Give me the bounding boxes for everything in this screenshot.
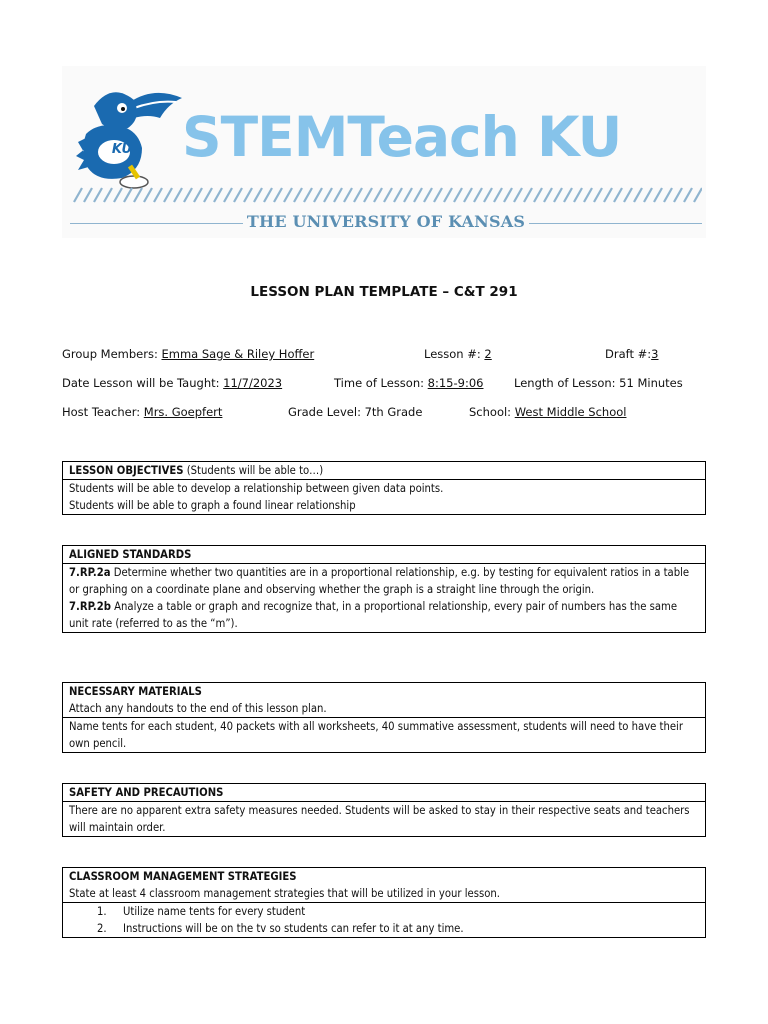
stemteach-banner bbox=[62, 66, 706, 238]
objectives-section bbox=[62, 461, 706, 515]
standards-section bbox=[62, 545, 706, 633]
standard-code: 7.RP.2b bbox=[69, 600, 111, 613]
materials-body: Name tents for each student, 40 packets with all worksheets, 40 summative assessment, students will need to have their own pencil. bbox=[63, 717, 705, 752]
school-field: School: West Middle School bbox=[469, 405, 627, 419]
university-line bbox=[70, 212, 702, 234]
time-value: 8:15-9:06 bbox=[427, 376, 484, 390]
standard-code: 7.RP.2a bbox=[69, 566, 111, 579]
management-section bbox=[62, 867, 706, 938]
draft-number-value: 3 bbox=[651, 347, 659, 361]
mascot-ku-letters: KU bbox=[111, 142, 133, 157]
date-field: Date Lesson will be Taught: 11/7/2023 bbox=[62, 376, 283, 390]
standards-body bbox=[63, 563, 705, 632]
management-header: CLASSROOM MANAGEMENT STRATEGIES bbox=[69, 870, 297, 883]
lesson-number-value: 2 bbox=[484, 347, 492, 361]
lesson-number-field: Lesson #: 2 bbox=[424, 347, 492, 361]
group-members-value: Emma Sage & Riley Hoffer bbox=[161, 347, 315, 361]
objectives-body bbox=[63, 479, 705, 514]
draft-number-field: Draft #:3 bbox=[605, 347, 659, 361]
materials-section bbox=[62, 682, 706, 753]
standard-text: Determine whether two quantities are in a proportional relationship, e.g. by testing for equivalent ratios in a table or graphing on a coordinate plane and observing whether the graph is a straight line through the origin. bbox=[69, 566, 690, 596]
safety-header: SAFETY AND PRECAUTIONS bbox=[69, 786, 224, 799]
standards-header: ALIGNED STANDARDS bbox=[69, 548, 192, 561]
safety-section bbox=[62, 783, 706, 837]
materials-header-cell bbox=[63, 683, 705, 717]
university-name: THE UNIVERSITY OF KANSAS bbox=[243, 212, 529, 231]
grade-level-field: Grade Level: 7th Grade bbox=[288, 405, 423, 419]
jayhawk-mascot-icon bbox=[72, 78, 184, 190]
host-teacher-value: Mrs. Goepfert bbox=[143, 405, 223, 419]
standard-item bbox=[69, 564, 699, 598]
group-members-field: Group Members: Emma Sage & Riley Hoffer bbox=[62, 347, 315, 361]
page-title: LESSON PLAN TEMPLATE – C&T 291 bbox=[250, 284, 518, 300]
school-value: West Middle School bbox=[514, 405, 627, 419]
materials-note: Attach any handouts to the end of this lesson plan. bbox=[69, 702, 327, 715]
management-note: State at least 4 classroom management strategies that will be utilized in your lesson. bbox=[69, 887, 500, 900]
objective-line: Students will be able to graph a found linear relationship bbox=[69, 499, 356, 512]
materials-header: NECESSARY MATERIALS bbox=[69, 685, 202, 698]
date-value: 11/7/2023 bbox=[223, 376, 283, 390]
objectives-header: LESSON OBJECTIVES (Students will be able to…) bbox=[69, 464, 324, 477]
objective-line: Students will be able to develop a relationship between given data points. bbox=[69, 482, 444, 495]
brand-wordmark: STEMTeach KU bbox=[182, 105, 622, 169]
safety-body: There are no apparent extra safety measures needed. Students will be asked to stay in their respective seats and teachers will maintain order. bbox=[63, 801, 705, 836]
standard-text: Analyze a table or graph and recognize that, in a proportional relationship, every pair of numbers has the same unit rate (referred to as the “m”). bbox=[69, 600, 678, 630]
length-field: Length of Lesson: 51 Minutes bbox=[514, 376, 683, 390]
hatch-stripe bbox=[70, 186, 702, 204]
list-item: 2. Instructions will be on the tv so students can refer to it at any time. bbox=[97, 922, 464, 935]
time-field: Time of Lesson: 8:15-9:06 bbox=[334, 376, 484, 390]
host-teacher-field: Host Teacher: Mrs. Goepfert bbox=[62, 405, 223, 419]
standard-item bbox=[69, 598, 699, 632]
list-item: 1. Utilize name tents for every student bbox=[97, 905, 306, 918]
management-list bbox=[63, 902, 705, 937]
